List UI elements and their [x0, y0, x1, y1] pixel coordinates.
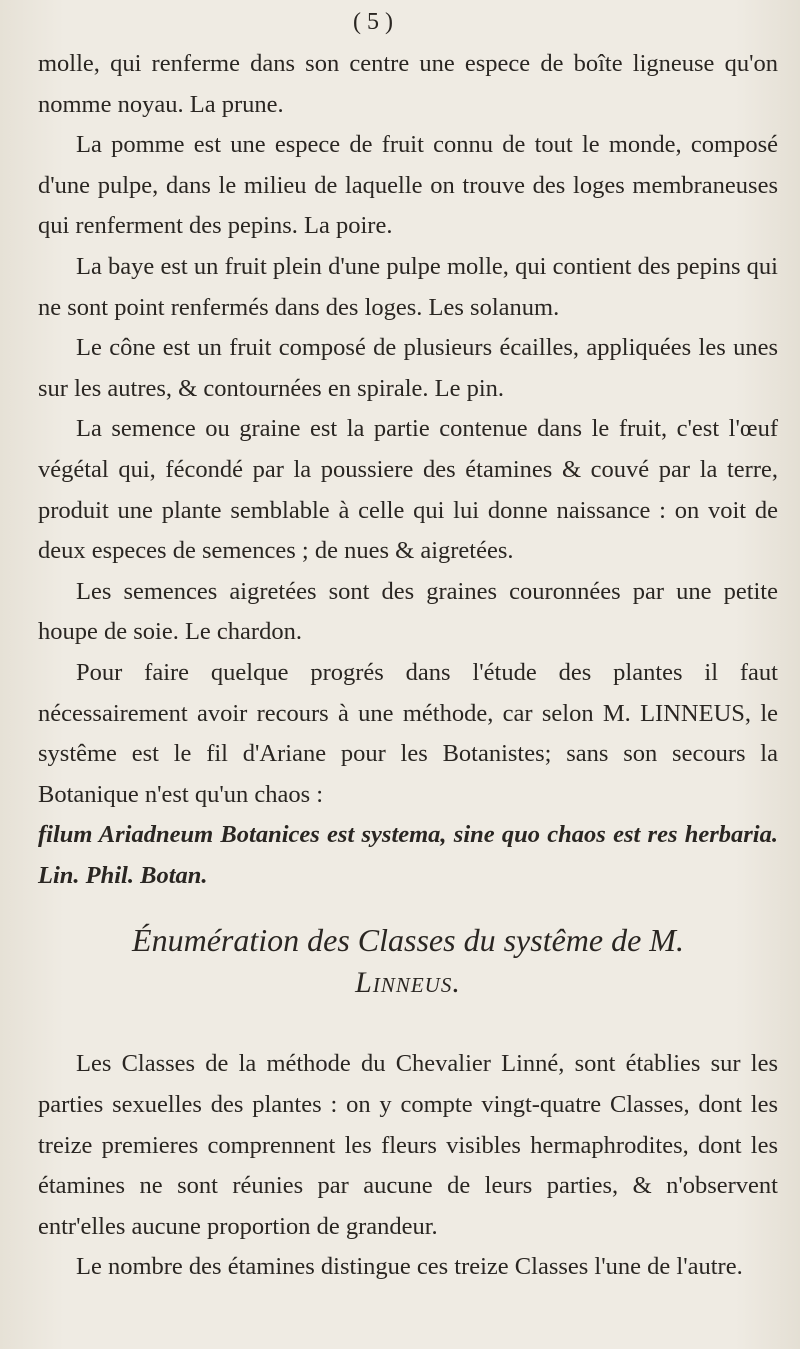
paragraph-methode: Pour faire quelque progrés dans l'étude des plantes il faut nécessairement avoir recours à une méthode, car selon M. LINNEUS, le systême est le fil d'Ariane pour les Botanistes; sans son secours la Botanique n'est qu'un chaos :	[38, 658, 778, 808]
page-text	[38, 0, 778, 1288]
paragraph-prune: molle, qui renferme dans son centre une espece de boîte ligneuse qu'on nomme noyau. La prune.	[38, 50, 778, 118]
paragraph-etamines: Le nombre des étamines distingue ces treize Classes l'une de l'autre.	[76, 1253, 743, 1281]
section-author: Linneus.	[355, 966, 461, 1000]
paragraph-pomme: La pomme est une espece de fruit connu de tout le monde, composé d'une pulpe, dans le milieu de laquelle on trouve des loges membraneuses qui renferment des pepins. La poire.	[38, 131, 778, 240]
paragraph-semences-aigretees: Les semences aigretées sont des graines couronnées par une petite houpe de soie. Le chardon.	[38, 577, 778, 646]
paragraph-baye: La baye est un fruit plein d'une pulpe molle, qui contient des pepins qui ne sont point renfermés dans des loges. Les solanum.	[38, 252, 778, 321]
page-number: ( 5 )	[353, 9, 393, 35]
paragraph-semence: La semence ou graine est la partie contenue dans le fruit, c'est l'œuf végétal qui, fécondé par la poussiere des étamines & couvé par la terre, produit une plante semblable à celle qui lui donne naissance : on voit de deux especes de semences ; de nues & aigretées.	[38, 415, 778, 565]
section-title: Énumération des Classes du systême de M.	[132, 922, 684, 959]
latin-quote: filum Ariadneum Botanices est systema, sine quo chaos est res herbaria. Lin. Phil. Botan.	[38, 821, 778, 889]
paragraph-classes: Les Classes de la méthode du Chevalier Linné, sont établies sur les parties sexuelles des plantes : on y compte vingt-quatre Classes, dont les treize premieres comprennent les fleurs visibles hermaphrodites, dont les étamines ne sont réunies par aucune de leurs parties, & n'observent entr'elles aucune proportion de grandeur.	[38, 1050, 778, 1240]
paragraph-cone: Le cône est un fruit composé de plusieurs écailles, appliquées les unes sur les autres, & contournées en spirale. Le pin.	[38, 334, 778, 402]
